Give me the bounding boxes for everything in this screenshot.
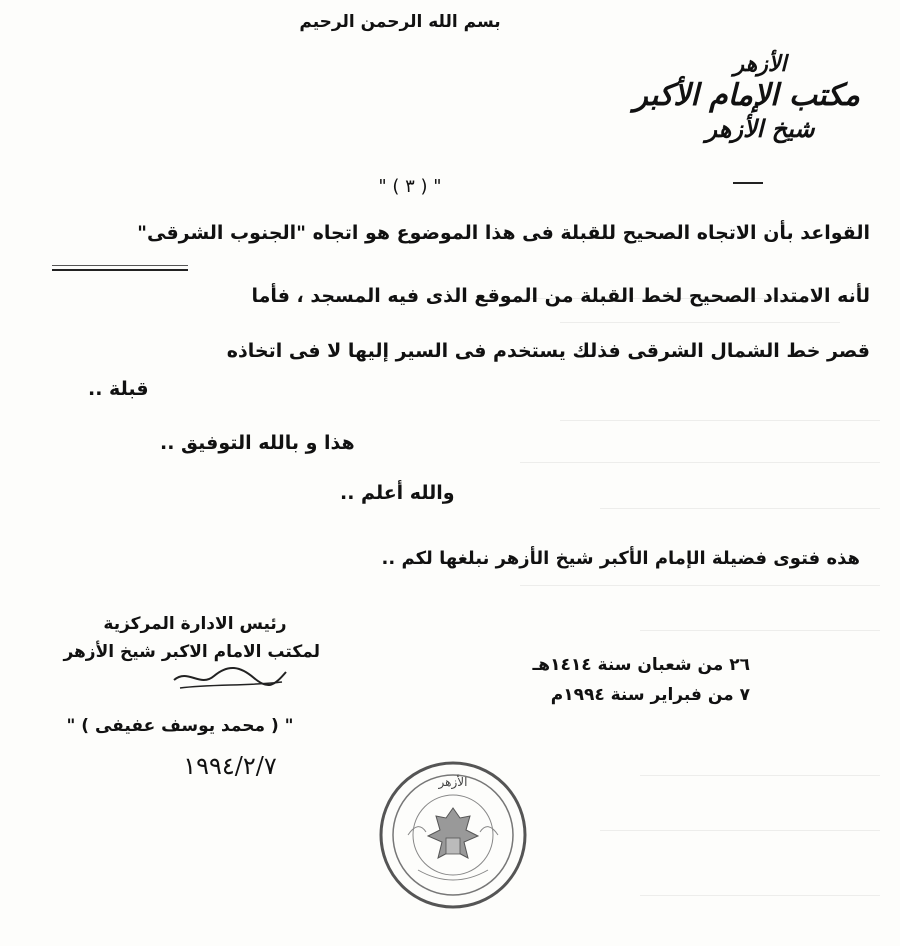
date-gregorian: ٧ من فبراير سنة ١٩٩٤م	[550, 685, 750, 705]
signatory-title	[63, 610, 320, 666]
bleed-line	[640, 895, 880, 896]
handwritten-underline	[52, 265, 188, 271]
date-hijri: ٢٦ من شعبان سنة ١٤١٤هـ	[532, 655, 750, 675]
body-line-1: القواعد بأن الاتجاه الصحيح للقبلة فى هذا الموضوع هو اتجاه "الجنوب الشرقى"	[137, 222, 870, 244]
handwritten-date: ١٩٩٤/٢/٧	[183, 752, 277, 780]
issue-dates	[490, 650, 750, 710]
body-line-4: قبلة ..	[88, 378, 149, 400]
letterhead-rule	[733, 182, 763, 184]
closing-tawfiq: هذا و بالله التوفيق ..	[160, 432, 355, 454]
bleed-line	[520, 462, 880, 463]
bleed-line	[640, 775, 880, 776]
letterhead	[633, 50, 860, 144]
bleed-line	[640, 630, 880, 631]
signatory-name: " ( محمد يوسف عفيفى ) "	[66, 716, 294, 736]
closing-allahu-alam: والله أعلم ..	[340, 482, 455, 504]
signatory-title-line-1: رئيس الادارة المركزية	[103, 614, 287, 634]
seal-label: الأزهر	[438, 775, 468, 789]
bleed-line	[600, 508, 880, 509]
basmala: بسم الله الرحمن الرحيم	[299, 12, 501, 32]
bleed-line	[560, 420, 880, 421]
body-line-3: قصر خط الشمال الشرقى فذلك يستخدم فى السير إليها لا فى اتخاذه	[226, 340, 870, 362]
fatwa-statement: هذه فتوى فضيلة الإمام الأكبر شيخ الأزهر نبلغها لكم ..	[381, 548, 860, 569]
bleed-line	[560, 322, 840, 323]
handwritten-signature	[170, 662, 290, 692]
letterhead-sheikh: شيخ الأزهر	[705, 114, 815, 143]
bleed-line	[520, 585, 880, 586]
body-line-2: لأنه الامتداد الصحيح لخط القبلة من الموقع الذى فيه المسجد ، فأما	[251, 285, 870, 307]
bleed-line	[600, 830, 880, 831]
signatory-title-line-2: لمكتب الامام الاكبر شيخ الأزهر	[63, 642, 320, 662]
page-number: " ( ٣ ) "	[378, 176, 442, 197]
letterhead-office: مكتب الإمام الأكبر	[633, 78, 860, 113]
letterhead-azhar: الأزهر	[733, 51, 787, 77]
official-seal	[378, 760, 528, 910]
